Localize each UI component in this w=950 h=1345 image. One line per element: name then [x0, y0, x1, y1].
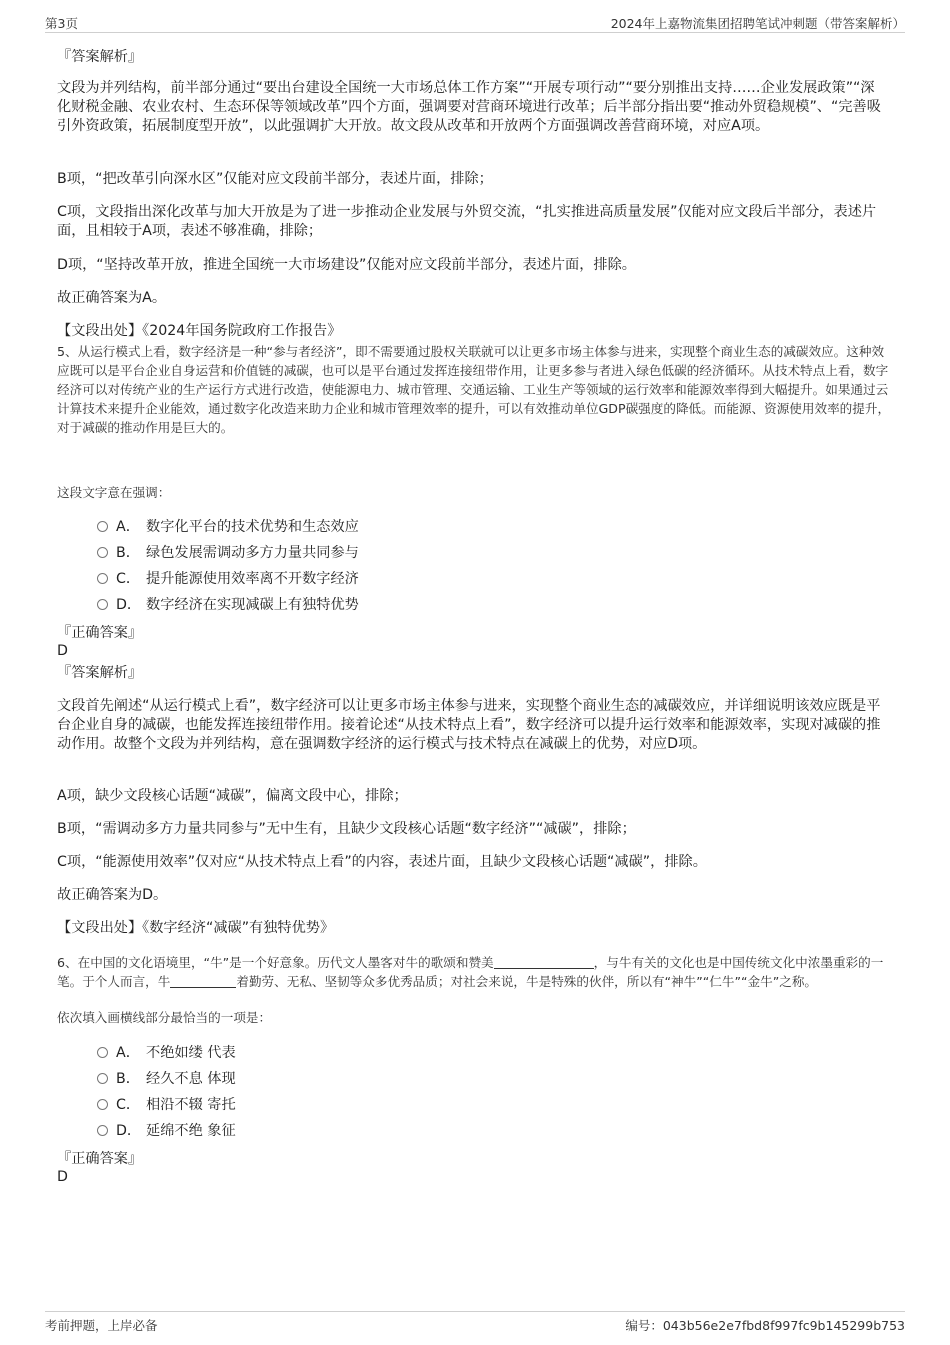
option-text: 数字化平台的技术优势和生态效应: [146, 519, 359, 535]
option-label: D．: [116, 597, 142, 613]
q6-stem-part3: 着勤劳、无私、坚韧等众多优秀品质；对社会来说，牛是特殊的伙伴，所以有“神牛”“仁牛”“金牛”之称。: [236, 974, 818, 989]
fill-blank-2: [170, 973, 236, 988]
q5-option-a[interactable]: [97, 517, 359, 537]
q5-analysis-paragraph: 文段首先阐述“从运行模式上看”，数字经济可以让更多市场主体参与进来，实现整个商业生态的减碳效应，并详细说明该效应既是平台企业自身的减碳，也能发挥连接纽带作用。接着论述“从技术特点上看”，数字经济可以提升运行效率和能源效率，实现对减碳的推动作用。故整个文段为并列结构，意在强调数字经济的运行模式与技术特点在减碳上的优势，对应D项。: [57, 698, 881, 752]
q5-option-d[interactable]: [97, 595, 359, 615]
option-text: 延绵不绝 象征: [146, 1123, 236, 1139]
q6-option-b[interactable]: [97, 1069, 236, 1089]
radio-icon[interactable]: [97, 1099, 108, 1110]
q5-conclusion: 故正确答案为D。: [57, 887, 168, 903]
radio-icon[interactable]: [97, 599, 108, 610]
q4-analysis-d: D项，“坚持改革开放，推进全国统一大市场建设”仅能对应文段前半部分，表述片面，排除。: [57, 257, 636, 273]
document-id: 编号：043b56e2e7fbd8f997fc9b145299b753: [625, 1318, 905, 1333]
q6-option-d[interactable]: [97, 1121, 236, 1141]
q5-answer-title: 『正确答案』: [57, 625, 143, 641]
option-label: A．: [116, 1045, 140, 1061]
q6-answer: D: [57, 1169, 68, 1185]
option-label: A．: [116, 519, 140, 535]
radio-icon[interactable]: [97, 521, 108, 532]
option-label: D．: [116, 1123, 142, 1139]
q6-answer-title: 『正确答案』: [57, 1151, 143, 1167]
option-text: 相沿不辍 寄托: [146, 1097, 236, 1113]
option-label: C．: [116, 1097, 141, 1113]
q4-conclusion: 故正确答案为A。: [57, 290, 167, 306]
radio-icon[interactable]: [97, 547, 108, 558]
q6-option-c[interactable]: [97, 1095, 236, 1115]
q4-source: 【文段出处】《2024年国务院政府工作报告》: [57, 323, 342, 339]
q5-source: 【文段出处】《数字经济“减碳”有独特优势》: [57, 920, 335, 936]
radio-icon[interactable]: [97, 1047, 108, 1058]
q5-option-c[interactable]: [97, 569, 359, 589]
q5-analysis-c: C项，“能源使用效率”仅对应“从技术特点上看”的内容，表述片面，且缺少文段核心话题“减碳”，排除。: [57, 854, 707, 870]
q4-analysis-paragraph: 文段为并列结构，前半部分通过“要出台建设全国统一大市场总体工作方案”“开展专项行动”“要分别推出支持……企业发展政策”“深化财税金融、农业农村、生态环保等领域改革”四个方面，强调要对营商环境进行改革；后半部分指出要“推动外贸稳规模”、“完善吸引外资政策，拓展制度型开放”，以此强调扩大开放。故文段从改革和开放两个方面强调改善营商环境，对应A项。: [57, 80, 881, 134]
q6-stem: [57, 953, 892, 991]
option-label: B．: [116, 1071, 140, 1087]
q5-analysis-b: B项，“需调动多方力量共同参与”无中生有，且缺少文段核心话题“数字经济”“减碳”，排除；: [57, 821, 636, 837]
option-text: 提升能源使用效率离不开数字经济: [146, 571, 359, 587]
radio-icon[interactable]: [97, 1073, 108, 1084]
q5-prompt: 这段文字意在强调：: [57, 485, 171, 500]
option-text: 绿色发展需调动多方力量共同参与: [146, 545, 359, 561]
option-label: B．: [116, 545, 140, 561]
page-footer: [45, 1311, 905, 1334]
q6-prompt: 依次填入画横线部分最恰当的一项是：: [57, 1010, 272, 1025]
fill-blank-1: [494, 954, 594, 969]
page-header: [45, 12, 905, 33]
document-title: 2024年上嘉物流集团招聘笔试冲刺题（带答案解析）: [610, 16, 905, 31]
q5-analysis-title: 『答案解析』: [57, 665, 143, 681]
radio-icon[interactable]: [97, 573, 108, 584]
option-text: 数字经济在实现减碳上有独特优势: [146, 597, 359, 613]
q4-analysis-c: C项，文段指出深化改革与加大开放是为了进一步推动企业发展与外贸交流，“扎实推进高质量发展”仅能对应文段后半部分，表述片面，且相较于A项，表述不够准确，排除；: [57, 204, 877, 239]
q4-analysis-title: 『答案解析』: [57, 49, 143, 65]
option-text: 不绝如缕 代表: [146, 1045, 236, 1061]
q6-stem-part2: ，与牛有关的文化也是中国传统文化中浓墨重彩的一笔。于个人而言，牛: [57, 955, 884, 989]
option-label: C．: [116, 571, 141, 587]
q5-analysis-a: A项，缺少文段核心话题“减碳”，偏离文段中心，排除；: [57, 788, 408, 804]
q6-option-a[interactable]: [97, 1043, 236, 1063]
q5-option-b[interactable]: [97, 543, 359, 563]
footer-slogan: 考前押题，上岸必备: [45, 1318, 158, 1333]
q5-answer: D: [57, 643, 68, 659]
q4-analysis-b: B项，“把改革引向深水区”仅能对应文段前半部分，表述片面，排除；: [57, 171, 493, 187]
q6-stem-part1: 6、在中国的文化语境里，“牛”是一个好意象。历代文人墨客对牛的歌颂和赞美: [57, 955, 494, 970]
option-text: 经久不息 体现: [146, 1071, 236, 1087]
page-number: 第3页: [45, 16, 78, 31]
q5-stem: 5、从运行模式上看，数字经济是一种“参与者经济”，即不需要通过股权关联就可以让更多市场主体参与进来，实现整个商业生态的减碳效应。这种效应既可以是平台企业自身运营和价值链的减碳，也可以是平台通过发挥连接纽带作用，让更多参与者进入绿色低碳的经济循环。从技术特点上看，数字经济可以对传统产业的生产运行方式进行改造，使能源电力、城市管理、交通运输、工业生产等领域的运行效率和能源效率得到大幅提升。如果通过云计算技术来提升企业能效，通过数字化改造来助力企业和城市管理效率的提升，可以有效推动单位GDP碳强度的降低。而能源、资源使用效率的提升，对于减碳的推动作用是巨大的。: [57, 344, 891, 435]
radio-icon[interactable]: [97, 1125, 108, 1136]
